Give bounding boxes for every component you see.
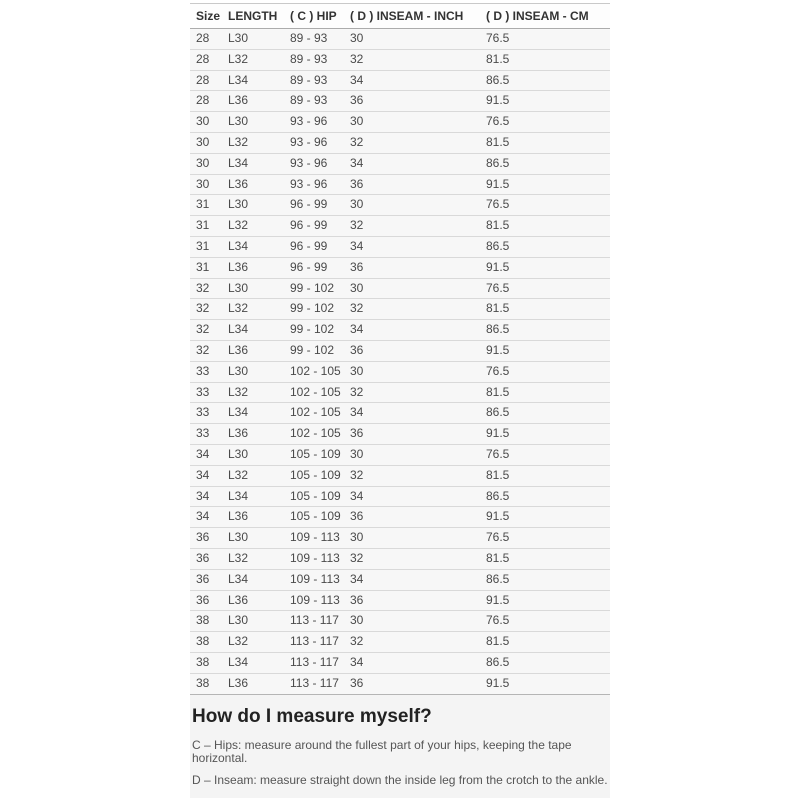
table-cell: 113 - 117 xyxy=(284,632,344,653)
table-cell: L36 xyxy=(222,257,284,278)
table-row xyxy=(190,403,610,424)
column-header: LENGTH xyxy=(222,4,284,29)
table-cell: L32 xyxy=(222,382,284,403)
table-cell: 81.5 xyxy=(480,632,610,653)
table-cell: 96 - 99 xyxy=(284,257,344,278)
table-cell: L36 xyxy=(222,507,284,528)
table-cell: 32 xyxy=(344,49,480,70)
table-cell: L36 xyxy=(222,590,284,611)
table-cell: 102 - 105 xyxy=(284,403,344,424)
table-row xyxy=(190,548,610,569)
table-cell: 36 xyxy=(344,340,480,361)
table-cell: 93 - 96 xyxy=(284,132,344,153)
table-cell: 32 xyxy=(190,320,222,341)
table-row xyxy=(190,236,610,257)
table-cell: 96 - 99 xyxy=(284,216,344,237)
table-cell: L34 xyxy=(222,403,284,424)
table-cell: 38 xyxy=(190,632,222,653)
table-cell: 76.5 xyxy=(480,528,610,549)
table-row xyxy=(190,29,610,50)
table-cell: 28 xyxy=(190,29,222,50)
table-cell: 36 xyxy=(344,174,480,195)
table-cell: 93 - 96 xyxy=(284,153,344,174)
table-cell: 32 xyxy=(344,132,480,153)
table-cell: 109 - 113 xyxy=(284,590,344,611)
table-cell: 34 xyxy=(190,444,222,465)
column-header: Size xyxy=(190,4,222,29)
table-cell: L36 xyxy=(222,174,284,195)
table-cell: 96 - 99 xyxy=(284,236,344,257)
table-cell: L34 xyxy=(222,153,284,174)
table-cell: 86.5 xyxy=(480,70,610,91)
table-row xyxy=(190,424,610,445)
table-cell: 99 - 102 xyxy=(284,340,344,361)
table-cell: 34 xyxy=(344,403,480,424)
table-cell: 28 xyxy=(190,91,222,112)
size-guide-page xyxy=(190,3,610,798)
table-cell: 109 - 113 xyxy=(284,569,344,590)
table-cell: 30 xyxy=(190,153,222,174)
table-cell: L32 xyxy=(222,632,284,653)
table-cell: 30 xyxy=(344,195,480,216)
table-cell: 76.5 xyxy=(480,278,610,299)
table-cell: 86.5 xyxy=(480,153,610,174)
table-cell: 31 xyxy=(190,236,222,257)
table-cell: L30 xyxy=(222,112,284,133)
table-cell: L34 xyxy=(222,320,284,341)
table-row xyxy=(190,174,610,195)
table-cell: 36 xyxy=(190,548,222,569)
table-cell: L30 xyxy=(222,195,284,216)
table-cell: 76.5 xyxy=(480,29,610,50)
table-cell: 30 xyxy=(344,29,480,50)
table-cell: 81.5 xyxy=(480,132,610,153)
table-cell: 91.5 xyxy=(480,257,610,278)
table-cell: 32 xyxy=(344,465,480,486)
table-cell: 30 xyxy=(190,132,222,153)
table-cell: 81.5 xyxy=(480,299,610,320)
table-cell: 81.5 xyxy=(480,382,610,403)
table-cell: 34 xyxy=(190,486,222,507)
table-row xyxy=(190,216,610,237)
table-cell: 91.5 xyxy=(480,340,610,361)
table-row xyxy=(190,132,610,153)
table-cell: 34 xyxy=(344,569,480,590)
table-cell: L30 xyxy=(222,611,284,632)
table-row xyxy=(190,507,610,528)
table-cell: 89 - 93 xyxy=(284,91,344,112)
table-cell: 36 xyxy=(190,528,222,549)
table-row xyxy=(190,299,610,320)
table-cell: 32 xyxy=(190,299,222,320)
table-cell: 91.5 xyxy=(480,174,610,195)
table-cell: 31 xyxy=(190,195,222,216)
table-cell: 89 - 93 xyxy=(284,29,344,50)
table-cell: 34 xyxy=(344,153,480,174)
table-cell: L34 xyxy=(222,70,284,91)
table-cell: L34 xyxy=(222,652,284,673)
table-cell: 91.5 xyxy=(480,507,610,528)
table-row xyxy=(190,486,610,507)
table-cell: 89 - 93 xyxy=(284,70,344,91)
table-cell: L36 xyxy=(222,673,284,694)
table-row xyxy=(190,320,610,341)
table-cell: 30 xyxy=(344,528,480,549)
table-cell: 30 xyxy=(344,112,480,133)
table-row xyxy=(190,382,610,403)
table-cell: L36 xyxy=(222,340,284,361)
table-cell: 81.5 xyxy=(480,548,610,569)
measure-note-hips: C – Hips: measure around the fullest part of your hips, keeping the tape horizontal. xyxy=(192,737,572,765)
table-cell: 32 xyxy=(344,299,480,320)
table-cell: 89 - 93 xyxy=(284,49,344,70)
table-cell: 105 - 109 xyxy=(284,507,344,528)
column-header: ( C ) HIP xyxy=(284,4,344,29)
table-cell: 93 - 96 xyxy=(284,174,344,195)
table-cell: 30 xyxy=(344,361,480,382)
table-cell: 36 xyxy=(190,590,222,611)
table-cell: 76.5 xyxy=(480,611,610,632)
table-cell: 81.5 xyxy=(480,465,610,486)
table-row xyxy=(190,278,610,299)
table-cell: 36 xyxy=(190,569,222,590)
table-cell: 113 - 117 xyxy=(284,673,344,694)
table-cell: 76.5 xyxy=(480,195,610,216)
table-cell: 34 xyxy=(344,652,480,673)
table-cell: 105 - 109 xyxy=(284,465,344,486)
table-cell: L30 xyxy=(222,361,284,382)
table-cell: 76.5 xyxy=(480,444,610,465)
table-cell: L34 xyxy=(222,569,284,590)
table-cell: 34 xyxy=(344,70,480,91)
table-cell: 30 xyxy=(344,611,480,632)
table-cell: 86.5 xyxy=(480,320,610,341)
table-cell: 109 - 113 xyxy=(284,528,344,549)
table-cell: 33 xyxy=(190,361,222,382)
table-cell: 34 xyxy=(344,236,480,257)
table-cell: L32 xyxy=(222,216,284,237)
table-cell: 36 xyxy=(344,673,480,694)
table-cell: 81.5 xyxy=(480,49,610,70)
table-cell: 93 - 96 xyxy=(284,112,344,133)
table-row xyxy=(190,528,610,549)
table-row xyxy=(190,49,610,70)
table-row xyxy=(190,153,610,174)
table-cell: L34 xyxy=(222,236,284,257)
table-row xyxy=(190,611,610,632)
table-cell: L32 xyxy=(222,548,284,569)
table-cell: 31 xyxy=(190,257,222,278)
table-cell: 99 - 102 xyxy=(284,299,344,320)
table-row xyxy=(190,91,610,112)
table-row xyxy=(190,465,610,486)
table-cell: 36 xyxy=(344,507,480,528)
table-cell: 91.5 xyxy=(480,424,610,445)
table-cell: 28 xyxy=(190,70,222,91)
table-row xyxy=(190,257,610,278)
table-cell: L32 xyxy=(222,465,284,486)
table-row xyxy=(190,361,610,382)
table-cell: L36 xyxy=(222,424,284,445)
table-row xyxy=(190,590,610,611)
table-row xyxy=(190,112,610,133)
table-cell: 86.5 xyxy=(480,652,610,673)
size-chart-table xyxy=(190,3,610,695)
table-cell: 36 xyxy=(344,257,480,278)
table-cell: 36 xyxy=(344,424,480,445)
table-row xyxy=(190,652,610,673)
table-cell: 102 - 105 xyxy=(284,382,344,403)
table-cell: 32 xyxy=(344,216,480,237)
table-cell: L34 xyxy=(222,486,284,507)
table-cell: 28 xyxy=(190,49,222,70)
table-row xyxy=(190,444,610,465)
table-cell: 34 xyxy=(344,486,480,507)
table-cell: 30 xyxy=(344,278,480,299)
column-header: ( D ) INSEAM - CM xyxy=(480,4,610,29)
table-cell: 34 xyxy=(190,507,222,528)
table-cell: L36 xyxy=(222,91,284,112)
table-cell: 113 - 117 xyxy=(284,652,344,673)
table-cell: L32 xyxy=(222,132,284,153)
measure-heading: How do I measure myself? xyxy=(192,705,432,727)
table-row xyxy=(190,673,610,694)
column-header: ( D ) INSEAM - INCH xyxy=(344,4,480,29)
table-row xyxy=(190,195,610,216)
table-row xyxy=(190,70,610,91)
table-cell: 30 xyxy=(190,112,222,133)
measure-section xyxy=(190,695,610,798)
table-cell: 105 - 109 xyxy=(284,444,344,465)
table-cell: 32 xyxy=(344,382,480,403)
table-cell: 113 - 117 xyxy=(284,611,344,632)
table-cell: L32 xyxy=(222,299,284,320)
table-cell: L30 xyxy=(222,444,284,465)
table-cell: 81.5 xyxy=(480,216,610,237)
table-cell: 33 xyxy=(190,403,222,424)
table-cell: 99 - 102 xyxy=(284,278,344,299)
table-cell: 38 xyxy=(190,673,222,694)
table-cell: 86.5 xyxy=(480,486,610,507)
table-cell: 32 xyxy=(190,278,222,299)
table-header-row xyxy=(190,4,610,29)
table-cell: 32 xyxy=(344,548,480,569)
table-cell: 99 - 102 xyxy=(284,320,344,341)
measure-note-inseam: D – Inseam: measure straight down the inside leg from the crotch to the ankle. xyxy=(192,772,608,787)
table-cell: 30 xyxy=(190,174,222,195)
table-cell: 38 xyxy=(190,611,222,632)
table-cell: 102 - 105 xyxy=(284,424,344,445)
table-cell: 36 xyxy=(344,590,480,611)
table-cell: 34 xyxy=(190,465,222,486)
table-cell: 86.5 xyxy=(480,403,610,424)
table-cell: 105 - 109 xyxy=(284,486,344,507)
table-cell: 91.5 xyxy=(480,673,610,694)
table-cell: 91.5 xyxy=(480,590,610,611)
table-cell: 109 - 113 xyxy=(284,548,344,569)
table-cell: L30 xyxy=(222,278,284,299)
table-row xyxy=(190,632,610,653)
table-cell: 96 - 99 xyxy=(284,195,344,216)
table-cell: 34 xyxy=(344,320,480,341)
table-cell: 86.5 xyxy=(480,569,610,590)
table-cell: 31 xyxy=(190,216,222,237)
table-cell: 32 xyxy=(344,632,480,653)
table-cell: 36 xyxy=(344,91,480,112)
table-cell: 76.5 xyxy=(480,361,610,382)
table-cell: 86.5 xyxy=(480,236,610,257)
table-cell: L32 xyxy=(222,49,284,70)
table-row xyxy=(190,340,610,361)
table-cell: 33 xyxy=(190,424,222,445)
table-cell: 91.5 xyxy=(480,91,610,112)
table-cell: 102 - 105 xyxy=(284,361,344,382)
table-cell: 38 xyxy=(190,652,222,673)
table-cell: 76.5 xyxy=(480,112,610,133)
table-cell: L30 xyxy=(222,528,284,549)
table-cell: 30 xyxy=(344,444,480,465)
table-cell: L30 xyxy=(222,29,284,50)
table-row xyxy=(190,569,610,590)
table-cell: 32 xyxy=(190,340,222,361)
table-cell: 33 xyxy=(190,382,222,403)
